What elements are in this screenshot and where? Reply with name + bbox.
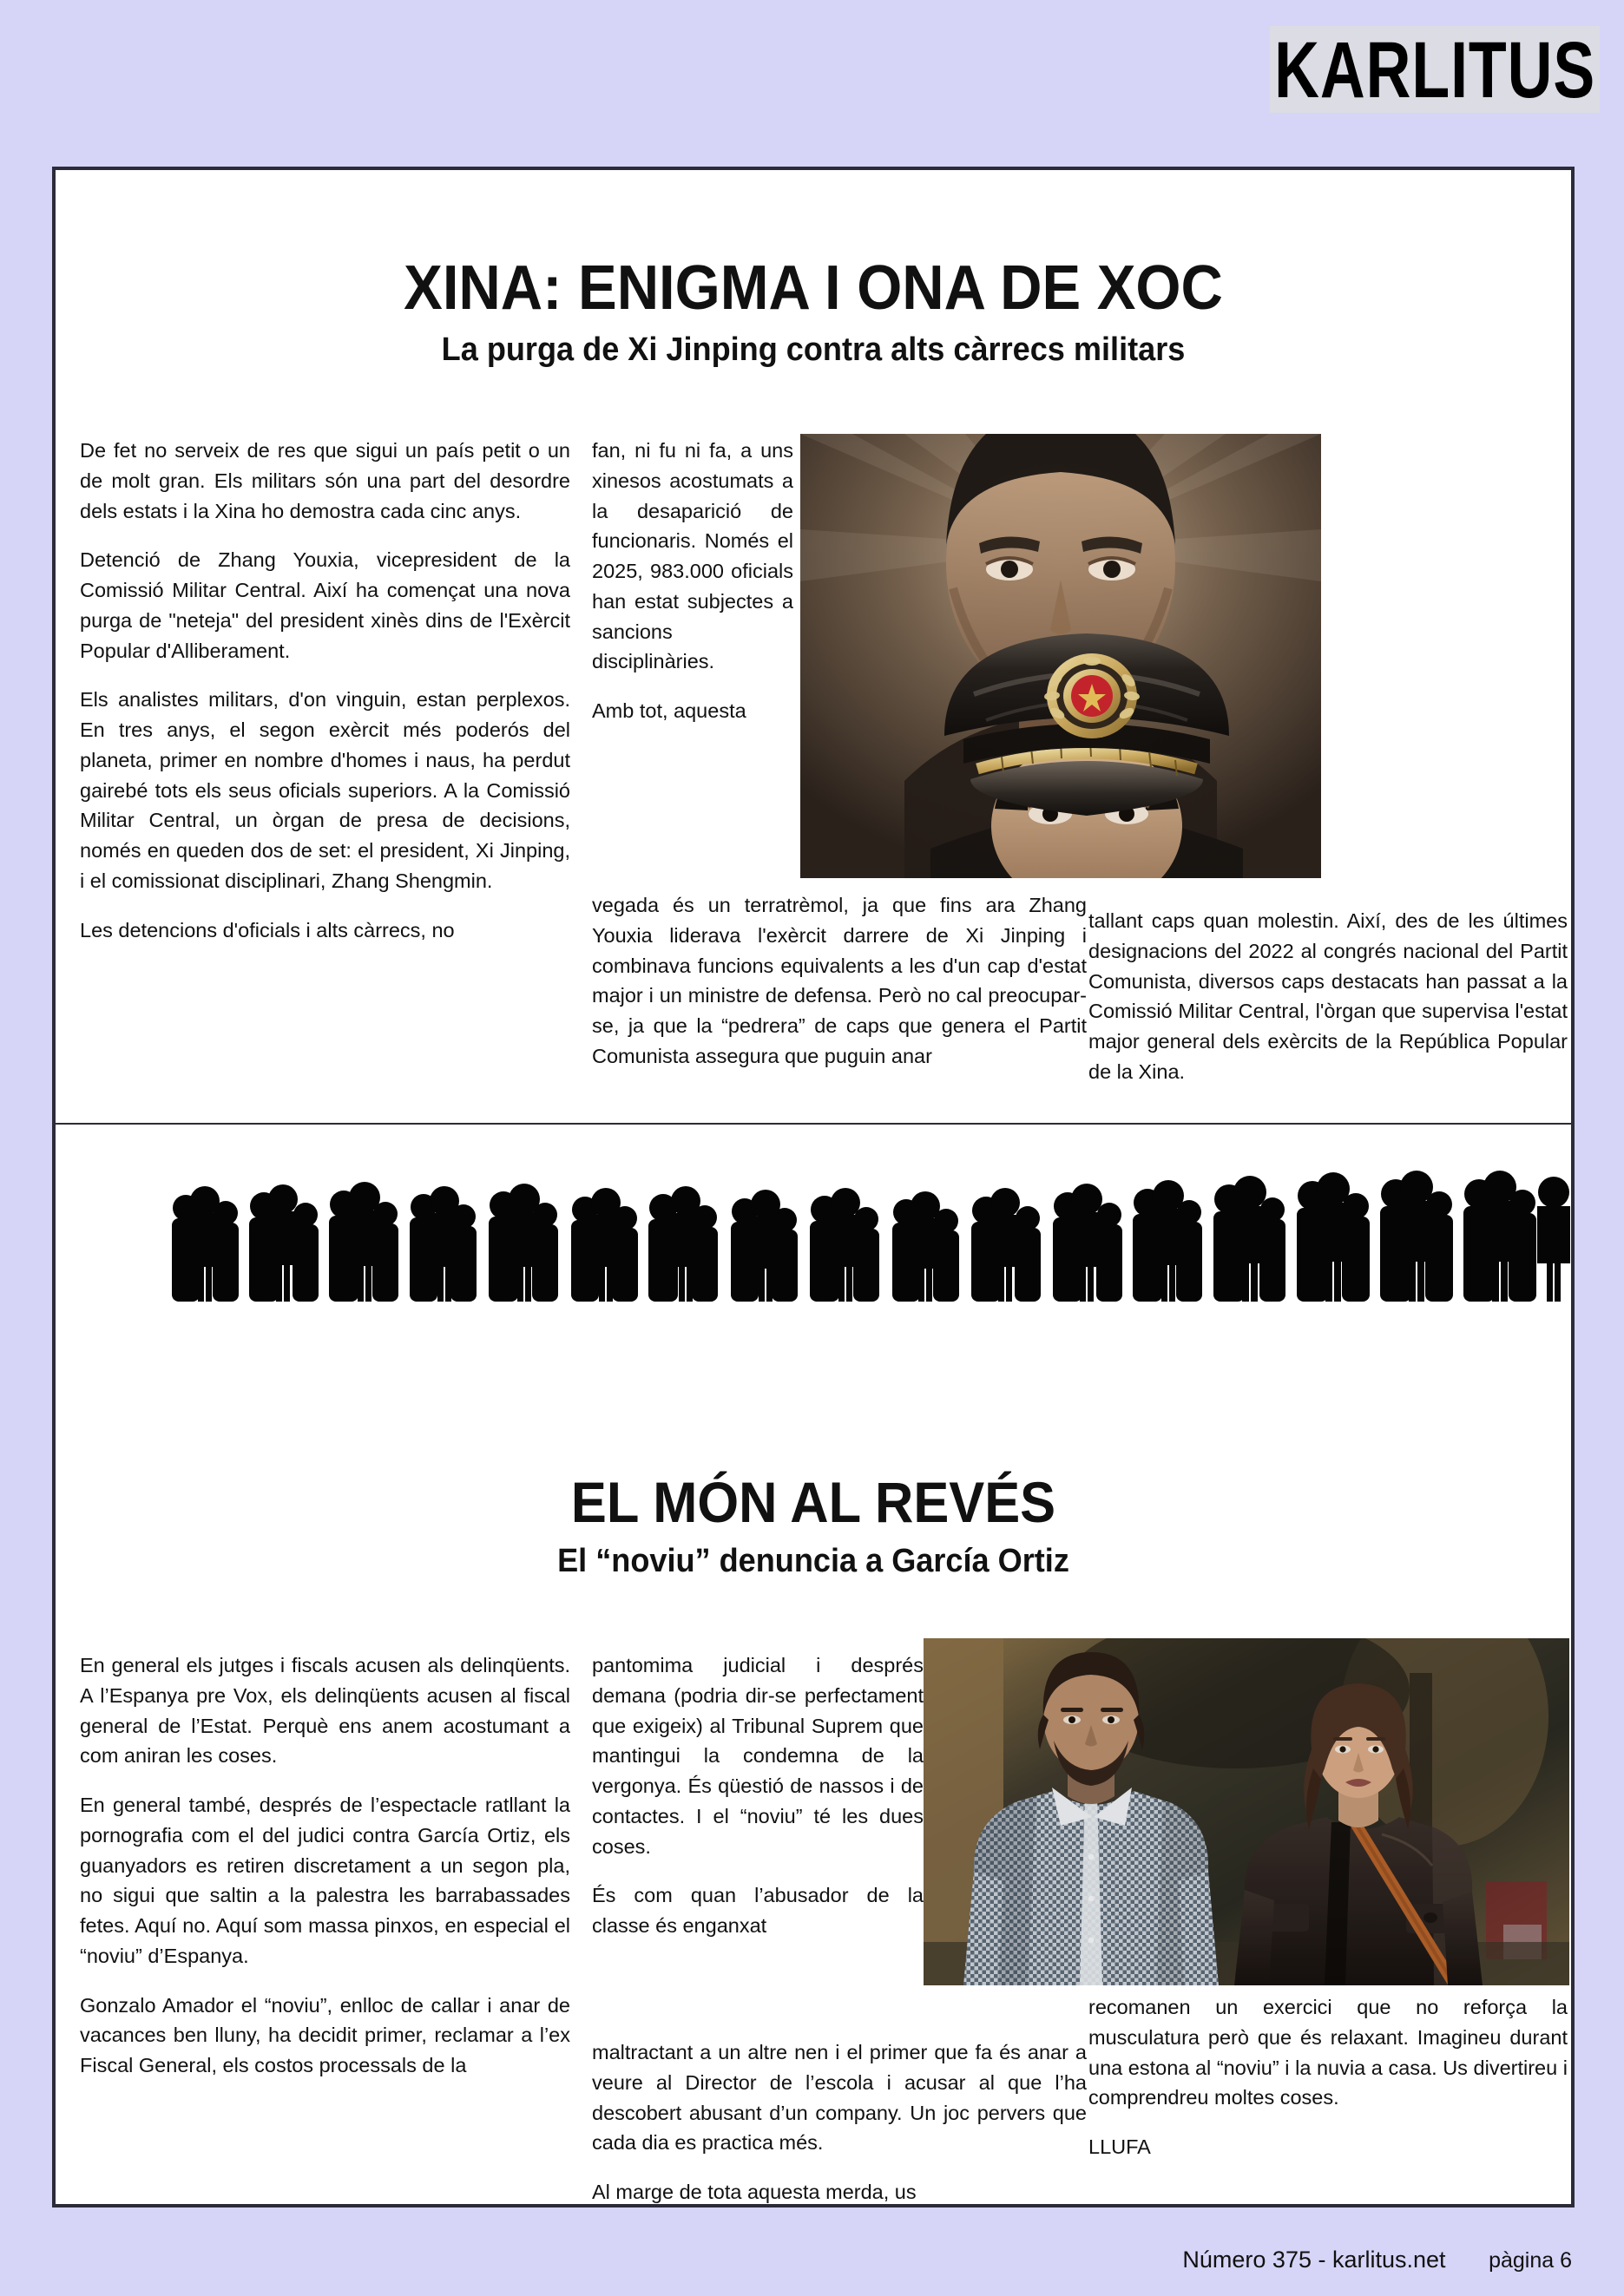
crowd-silhouette-divider <box>56 1145 1571 1302</box>
paragraph: maltractant a un altre nen i el primer que fa és anar a veure al Director de l’escola i acusar al que l’ha descobert abusant d’un company. Un joc pervers que cada dia es practica més. <box>592 2041 1087 2155</box>
paragraph: vegada és un terratrèmol, ja que fins ara Zhang Youxia liderava l'exèrcit darrere de Xi Jinping i combinava funcions equivalents a les d'un cap d'estat major i un ministre de defensa. Però no cal preocupar-se, ja que la “pedrera” de caps que genera el Partit Comunista assegura que puguin anar <box>592 894 1087 1067</box>
article-1-heading <box>56 253 1571 371</box>
paragraph: pantomima judicial i després demana (podria dir-se perfectament que exigeix) al Tribunal Suprem que mantingui la condemna de la vergonya. És qüestió de nassos i de contactes. I el “noviu” té les dues coses. <box>592 1654 924 1858</box>
paragraph: Al marge de tota aquesta merda, us <box>592 2181 917 2204</box>
paragraph: Gonzalo Amador el “noviu”, enlloc de callar i anar de vacances ben lluny, ha decidit primer, reclamar a l’ex Fiscal General, els costos processals de la <box>80 1993 570 2077</box>
article-1-title: XINA: ENIGMA I ONA DE XOC <box>404 253 1223 323</box>
paragraph: Les detencions d'oficials i alts càrrecs, no <box>80 918 455 941</box>
article-2-column-1 <box>80 1650 570 2081</box>
article-2-image <box>924 1638 1569 1985</box>
crowd-silhouette-svg <box>56 1145 1571 1302</box>
section-divider-rule <box>56 1123 1571 1125</box>
article-2-heading <box>56 1470 1571 1582</box>
content-panel <box>52 167 1575 2207</box>
article-2-column-2-wide <box>592 2037 1087 2207</box>
masthead-logo <box>1270 23 1600 115</box>
article-2-title: EL MÓN AL REVÉS <box>570 1470 1056 1534</box>
paragraph: En general els jutges i fiscals acusen als delinqüents. A l’Espanya pre Vox, els delinqüents acusen al fiscal general de l’Estat. Perquè ens anem acostumant a com aniran les coses. <box>80 1654 570 1768</box>
footer-page-number: pàgina 6 <box>1489 2248 1572 2273</box>
article-1-subtitle: La purga de Xi Jinping contra alts càrrecs militars <box>441 331 1186 369</box>
paragraph: tallant caps quan molestin. Així, des de les últimes designacions del 2022 al congrés nacional del Partit Comunista, diversos caps destacats han passat a la Comissió Militar Central, l'òrgan que supervisa l'estat major general dels exèrcits de la República Popular de la Xina. <box>1088 909 1568 1083</box>
article-2-column-3 <box>1088 1992 1568 2162</box>
paragraph: Els analistes militars, d'on vinguin, estan perplexos. En tres anys, el segon exèrcit més poderós del planeta, primer en nombre d'homes i naus, ha perdut gairebé tots els seus oficials superiors. A la Comissió Militar Central, un òrgan de presa de decisions, només en queden dos de set: el president, Xi Jinping, i el comissionat disciplinari, Zhang Shengmin. <box>80 688 570 892</box>
article-1-column-2-wide <box>592 890 1087 1072</box>
article-1-image <box>800 434 1321 878</box>
paragraph: fan, ni fu ni fa, a uns xinesos acostumats a la desaparició de funcionaris. Només el 2025, 983.000 oficials han estat subjectes a sancions disciplinàries. <box>592 439 793 673</box>
paragraph: En general també, després de l’espectacle ratllant la pornografia com el del judici contra García Ortiz, els guanyadors es retiren discretament a un segon pla, no sigui que saltin a la palestra les barrabassades fetes. Aquí no. Aquí som massa pinxos, en especial el “noviu” d’Espanya. <box>80 1794 570 1967</box>
article-1-column-3 <box>1088 906 1568 1087</box>
paragraph: De fet no serveix de res que sigui un país petit o un de molt gran. Els militars són una part del desordre dels estats i la Xina ho demostra cada cinc anys. <box>80 439 570 522</box>
couple-walking-photo-svg <box>924 1638 1569 1985</box>
paragraph: recomanen un exercici que no reforça la musculatura però que és relaxant. Imagineu durant una estona al “noviu” i la nuvia a casa. Us divertireu i comprendreu moltes coses. <box>1088 1996 1568 2109</box>
article-2-column-2-narrow <box>592 1650 924 1941</box>
article-2-subtitle: El “noviu” denuncia a García Ortiz <box>557 1543 1069 1580</box>
paragraph: Amb tot, aquesta <box>592 699 746 723</box>
article-2-signature: LLUFA <box>1088 2135 1151 2159</box>
paragraph: Detenció de Zhang Youxia, vicepresident de la Comissió Militar Central. Així ha començat una nova purga de "neteja" del president xinès dins de l'Exèrcit Popular d'Alliberament. <box>80 548 570 662</box>
article-1-column-1 <box>80 436 570 945</box>
page-footer <box>0 2247 1624 2273</box>
masthead-brand-text: KARLITUS <box>1273 23 1596 115</box>
paragraph: És com quan l’abusador de la classe és enganxat <box>592 1884 924 1938</box>
footer-issue-line: Número 375 - karlitus.net <box>1182 2247 1446 2273</box>
xi-jinping-illustration-svg <box>800 434 1321 878</box>
article-1-column-2-narrow <box>592 436 793 726</box>
